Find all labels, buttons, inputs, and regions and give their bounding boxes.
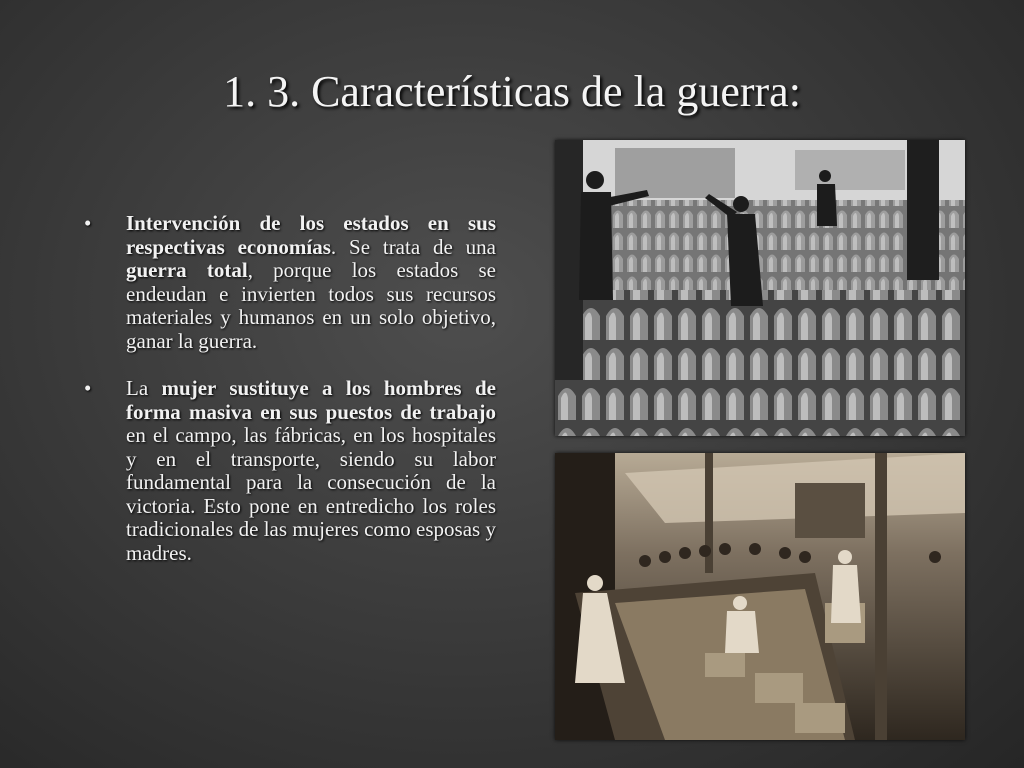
bullet-item [82,377,496,565]
factory-workers-photo [555,453,965,740]
bullet-item [82,212,496,353]
bullet-text-bold: guerra total [126,258,248,282]
bullet-text [126,376,496,565]
bullet-text-plain: . Se trata de una [330,234,496,259]
munitions-factory-photo [555,140,965,436]
bullet-text-bold: mujer sustituye a los hombres de forma masiva en sus puestos de trabajo [126,376,496,424]
slide-title: 1. 3. Características de la guerra: [223,67,801,116]
bullet-list [82,212,496,589]
bullet-marker: • [84,376,92,400]
bullet-text-plain: , porque los estados se endeudan e invierten todos sus recursos materiales y humanos en un solo objetivo, ganar la guerra. [126,258,497,353]
bullet-marker: • [84,211,92,235]
bullet-text-plain: La [126,376,162,400]
bullet-text-bold: Intervención de los estados en sus respectivas economías [126,211,496,259]
bullet-text-plain: en el campo, las fábricas, en los hospitales y en el transporte, siendo su labor fundamental para la consecución de la victoria. Esto pone en entredicho los roles tradicionales de las mujeres como esposas y madres. [126,423,496,565]
bullet-text [126,211,496,353]
